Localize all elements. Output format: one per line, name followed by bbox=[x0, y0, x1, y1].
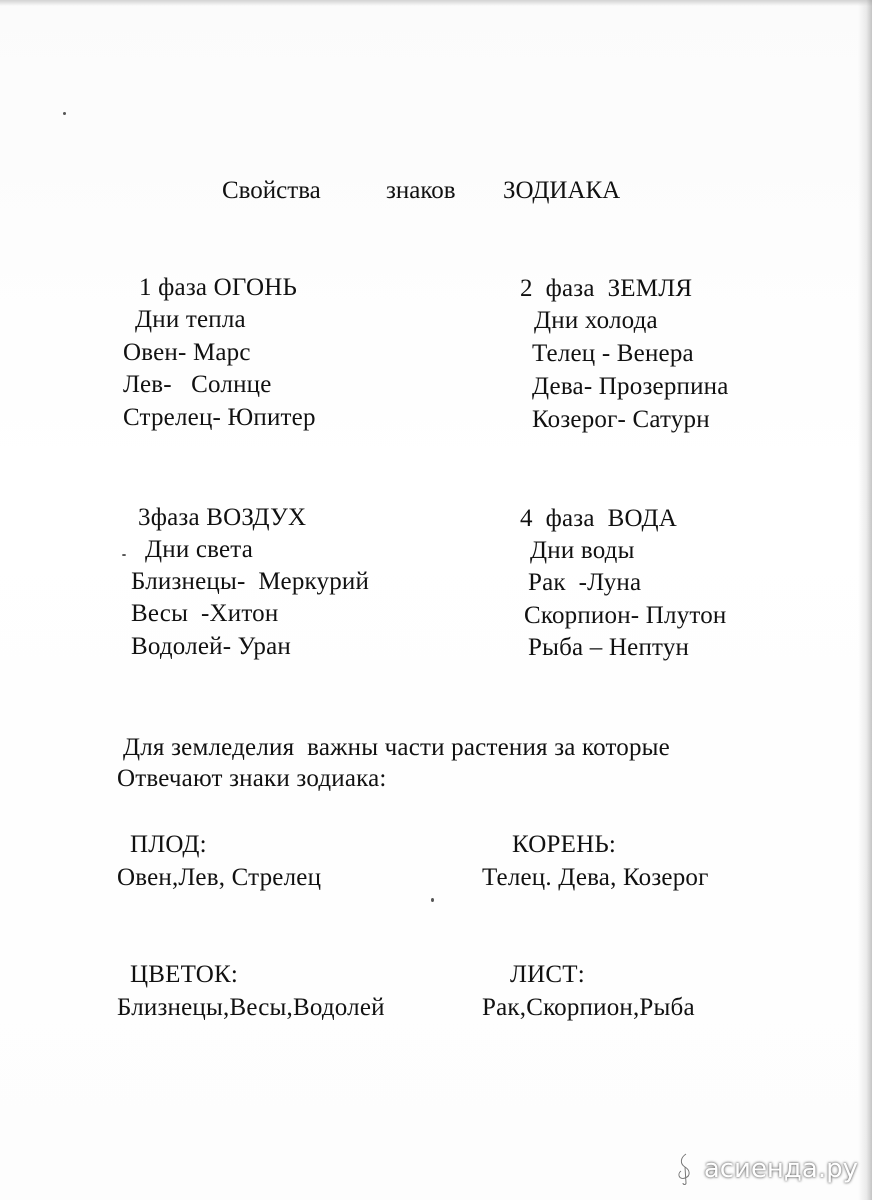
part-leaf-signs: Рак,Скорпион,Рыба bbox=[482, 994, 695, 1021]
phase-1-days: Дни тепла bbox=[135, 306, 246, 333]
part-flower-signs: Близнецы,Весы,Водолей bbox=[117, 994, 385, 1021]
scan-speck bbox=[431, 898, 434, 902]
watermark-text: асиенда.ру bbox=[703, 1154, 858, 1184]
site-watermark bbox=[672, 1152, 858, 1186]
phase-2-sign: Телец - Венера bbox=[532, 340, 694, 367]
title-word-1: Свойства bbox=[222, 177, 321, 204]
title-word-2: знаков bbox=[386, 177, 456, 204]
scan-edge-right bbox=[858, 0, 872, 1200]
phase-4-days: Дни воды bbox=[530, 537, 635, 564]
intro-line-1: Для земледелия важны части растения за которые bbox=[123, 734, 670, 761]
phase-4-sign: Рыба – Нептун bbox=[528, 634, 690, 661]
phase-3-sign: Близнецы- Меркурий bbox=[131, 568, 370, 595]
document-title bbox=[222, 176, 642, 206]
phase-4-heading: 4 фаза ВОДА bbox=[520, 505, 677, 532]
phase-3-sign: Весы -Хитон bbox=[131, 600, 279, 627]
part-leaf-label: ЛИСТ: bbox=[510, 961, 585, 988]
phase-2-sign: Дева- Прозерпина bbox=[532, 373, 729, 400]
phase-1-sign: Овен- Марс bbox=[123, 339, 251, 366]
part-flower-label: ЦВЕТОК: bbox=[130, 961, 239, 988]
phase-1-sign: Лев- Солнце bbox=[123, 371, 272, 398]
part-fruit-label: ПЛОД: bbox=[130, 831, 207, 858]
title-word-3: ЗОДИАКА bbox=[503, 177, 621, 204]
phase-4-sign: Рак -Луна bbox=[528, 569, 642, 596]
treble-clef-icon bbox=[672, 1152, 698, 1186]
phase-4-sign: Скорпион- Плутон bbox=[524, 602, 727, 629]
part-root-label: КОРЕНЬ: bbox=[512, 831, 617, 858]
phase-2-sign: Козерог- Сатурн bbox=[532, 406, 710, 433]
phase-2-heading: 2 фаза ЗЕМЛЯ bbox=[520, 275, 693, 302]
part-root-signs: Телец. Дева, Козерог bbox=[482, 864, 709, 891]
phase-3-heading: 3фаза ВОЗДУХ bbox=[138, 504, 307, 531]
part-fruit-signs: Овен,Лев, Стрелец bbox=[117, 864, 322, 891]
intro-line-2: Отвечают знаки зодиака: bbox=[117, 765, 387, 792]
phase-2-days: Дни холода bbox=[534, 307, 658, 334]
phase-3-sign: Водолей- Уран bbox=[131, 633, 291, 660]
scan-edge-top bbox=[0, 0, 872, 6]
phase-1-sign: Стрелец- Юпитер bbox=[123, 404, 316, 431]
phase-1-heading: 1 фаза ОГОНЬ bbox=[139, 274, 298, 301]
scan-speck bbox=[63, 112, 66, 115]
scan-speck bbox=[122, 554, 126, 556]
phase-3-days: Дни света bbox=[145, 536, 254, 563]
